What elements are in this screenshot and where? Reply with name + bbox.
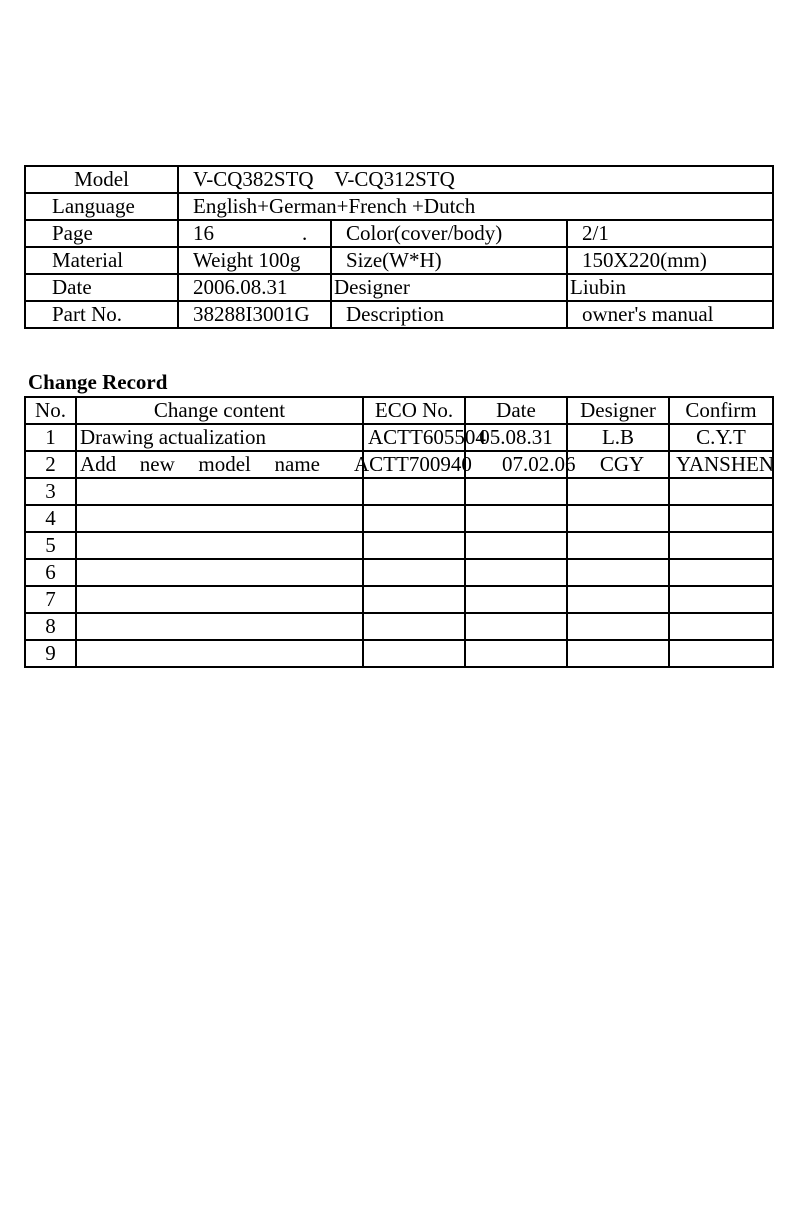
header-date: Date xyxy=(465,397,567,424)
table-row xyxy=(25,532,773,559)
table-row xyxy=(25,451,773,478)
color-value: 2/1 xyxy=(567,220,773,247)
page-label: Page xyxy=(25,220,178,247)
spec-row-partno xyxy=(25,301,773,328)
model-label: Model xyxy=(25,166,178,193)
color-label: Color(cover/body) xyxy=(331,220,567,247)
table-row xyxy=(25,478,773,505)
row-date xyxy=(465,451,576,478)
row-confirm xyxy=(669,451,773,478)
row-designer: L.B xyxy=(567,424,669,451)
material-value: Weight 100g xyxy=(178,247,331,274)
language-value: English+German+French +Dutch xyxy=(178,193,773,220)
size-label: Size(W*H) xyxy=(331,247,567,274)
row-date: 05.08.31 xyxy=(465,424,567,451)
row-eco xyxy=(363,424,486,451)
table-row xyxy=(25,586,773,613)
table-row xyxy=(25,559,773,586)
content-word: new xyxy=(139,452,175,476)
table-row xyxy=(25,640,773,667)
row-no: 6 xyxy=(25,559,76,586)
language-label: Language xyxy=(25,193,178,220)
row-content xyxy=(76,451,363,478)
content-word: model xyxy=(198,452,251,476)
page-dot: . xyxy=(302,221,308,245)
spec-row-material xyxy=(25,247,773,274)
row-no: 9 xyxy=(25,640,76,667)
row-designer: CGY xyxy=(567,451,669,478)
model-value: V-CQ382STQ V-CQ312STQ xyxy=(178,166,773,193)
partno-label: Part No. xyxy=(25,301,178,328)
material-label: Material xyxy=(25,247,178,274)
spec-table xyxy=(24,165,774,329)
designer-label: Designer xyxy=(331,274,567,301)
spec-row-language xyxy=(25,193,773,220)
change-record-table xyxy=(24,396,774,668)
table-row xyxy=(25,613,773,640)
date-value: 2006.08.31 xyxy=(178,274,331,301)
spec-row-model xyxy=(25,166,773,193)
change-header-row xyxy=(25,397,773,424)
table-row xyxy=(25,505,773,532)
date-label: Date xyxy=(25,274,178,301)
row-no: 2 xyxy=(25,451,76,478)
row-confirm-text: YANSHEN xyxy=(676,452,775,476)
row-no: 8 xyxy=(25,613,76,640)
row-content-words xyxy=(80,452,320,477)
row-no: 3 xyxy=(25,478,76,505)
row-confirm: C.Y.T xyxy=(669,424,773,451)
partno-value: 38288I3001G xyxy=(178,301,331,328)
content-word: name xyxy=(274,452,320,476)
header-eco: ECO No. xyxy=(363,397,465,424)
designer-value: Liubin xyxy=(567,274,773,301)
row-no: 4 xyxy=(25,505,76,532)
page-value: 16 xyxy=(193,221,214,245)
change-record-title: Change Record xyxy=(28,370,168,394)
description-label: Description xyxy=(331,301,567,328)
row-eco-text: ACTT605504 xyxy=(368,425,486,449)
header-confirm: Confirm xyxy=(669,397,773,424)
page-value-cell xyxy=(178,220,331,247)
size-value: 150X220(mm) xyxy=(567,247,773,274)
header-designer: Designer xyxy=(567,397,669,424)
header-content: Change content xyxy=(76,397,363,424)
row-no: 1 xyxy=(25,424,76,451)
content-word: Add xyxy=(80,452,117,476)
description-value: owner's manual xyxy=(567,301,773,328)
header-no: No. xyxy=(25,397,76,424)
row-no: 5 xyxy=(25,532,76,559)
row-date-text: 07.02.06 xyxy=(502,452,576,476)
row-eco-text: ACTT700940 xyxy=(354,452,472,476)
row-no: 7 xyxy=(25,586,76,613)
row-eco xyxy=(354,451,472,478)
spec-row-page xyxy=(25,220,773,247)
table-row xyxy=(25,424,773,451)
spec-row-date xyxy=(25,274,773,301)
row-content: Drawing actualization xyxy=(76,424,363,451)
